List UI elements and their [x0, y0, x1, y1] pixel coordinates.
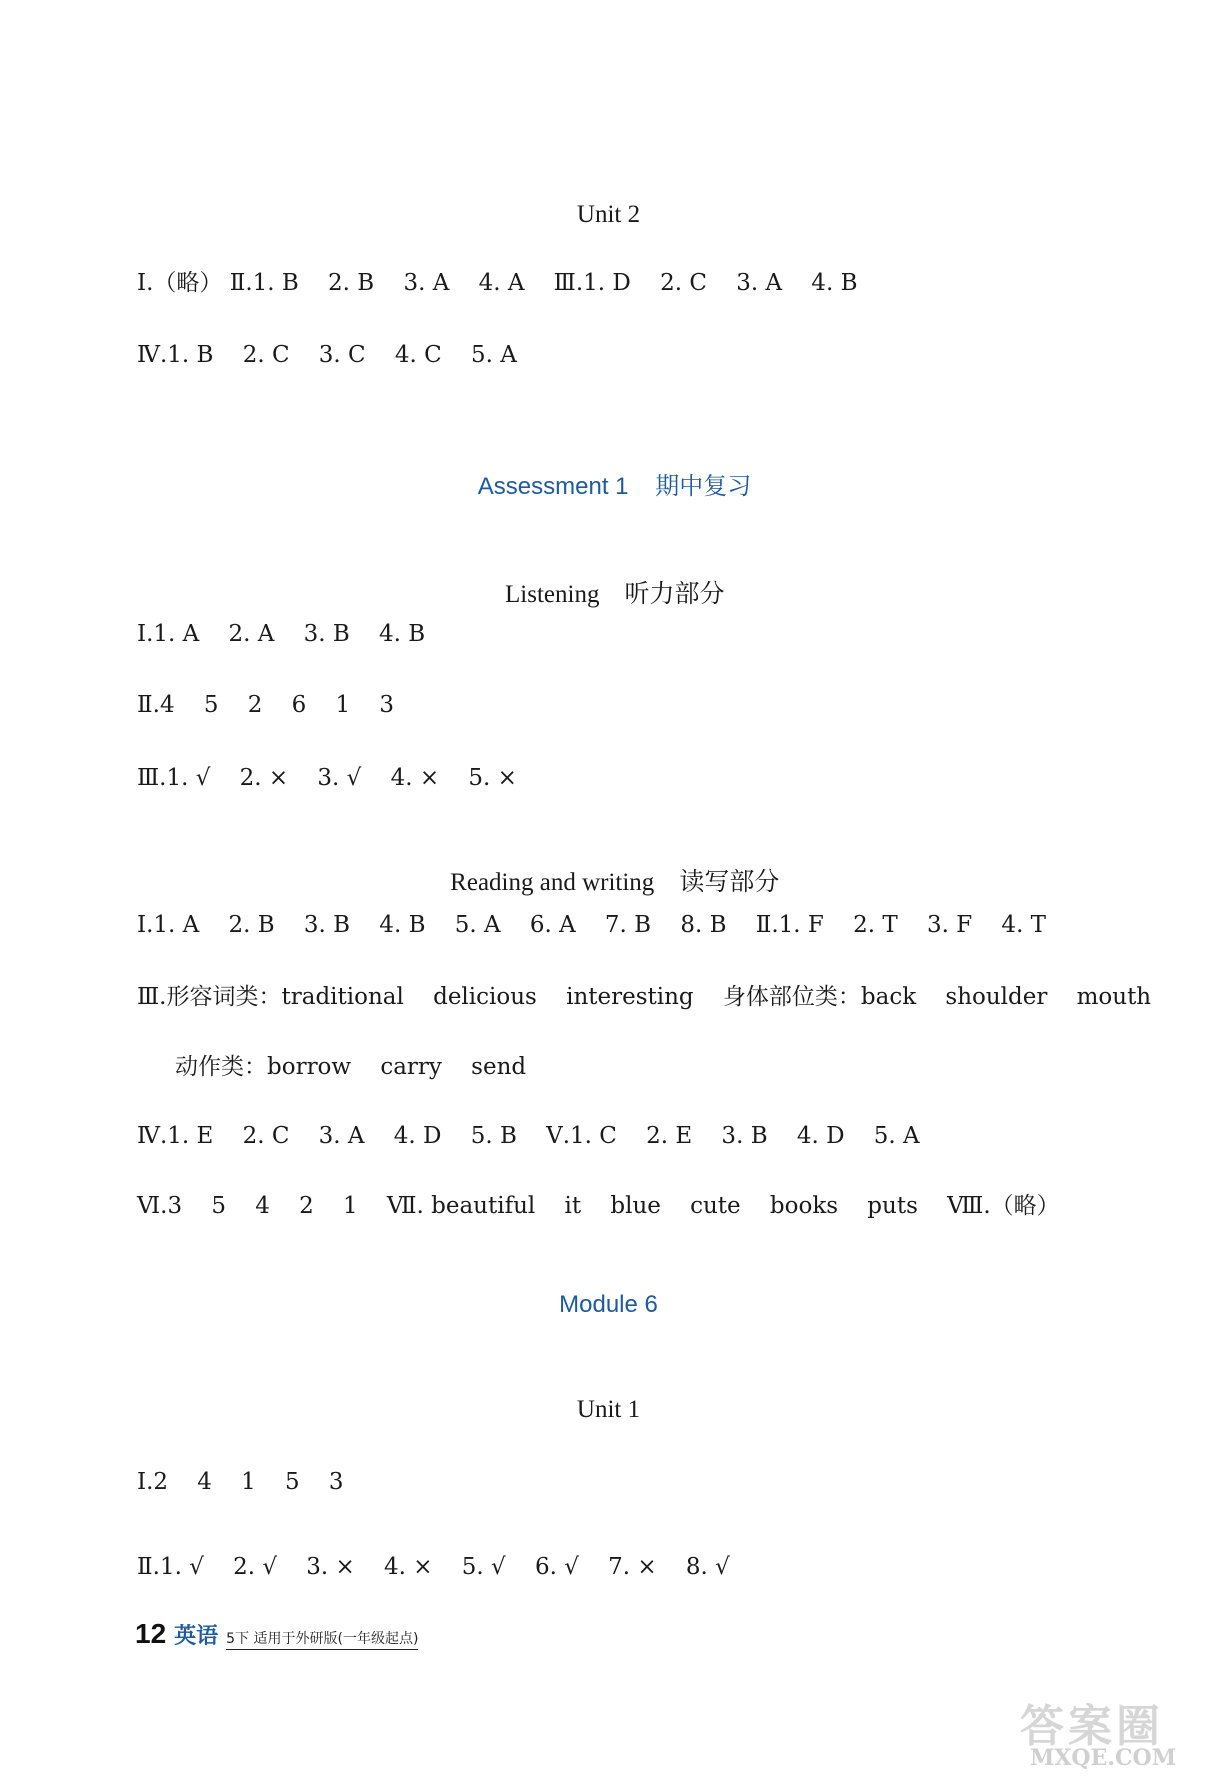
page-number: 12 [135, 1618, 167, 1649]
assessment-title-cn: 期中复习 [655, 472, 752, 500]
unit2-answers-line1: Ⅰ.（略） Ⅱ.1. B 2. B 3. A 4. A Ⅲ.1. D 2. C 3. A 4. B [137, 270, 858, 296]
listening-heading-en: Listening [505, 581, 600, 608]
reading-heading [0, 837, 1217, 898]
reading-line2: Ⅲ.形容词类：traditional delicious interesting 身体部位类：back shoulder mouth [137, 984, 1152, 1010]
edition-label: 5下 适用于外研版(一年级起点) [226, 1628, 418, 1650]
page-footer [135, 1618, 418, 1652]
reading-line3: 动作类：borrow carry send [175, 1054, 527, 1080]
module6-line1: Ⅰ.2 4 1 5 3 [137, 1469, 344, 1495]
reading-line4: Ⅳ.1. E 2. C 3. A 4. D 5. B Ⅴ.1. C 2. E 3. B 4. D 5. A [137, 1123, 920, 1149]
unit2-heading: Unit 2 [576, 201, 641, 228]
module6-heading: Module 6 [559, 1291, 658, 1318]
listening-line2: Ⅱ.4 5 2 6 1 3 [137, 692, 394, 718]
module6-line2: Ⅱ.1. √ 2. √ 3. × 4. × 5. √ 6. √ 7. × 8. √ [137, 1554, 730, 1580]
listening-heading [0, 549, 1217, 610]
reading-heading-en: Reading and writing [450, 869, 655, 896]
listening-heading-cn: 听力部分 [624, 579, 725, 608]
unit2-answers-line2: Ⅳ.1. B 2. C 3. C 4. C 5. A [137, 342, 517, 368]
assessment-title [0, 441, 1217, 502]
listening-line3: Ⅲ.1. √ 2. × 3. √ 4. × 5. × [137, 765, 517, 791]
reading-line5: Ⅵ.3 5 4 2 1 Ⅶ. beautiful it blue cute books puts Ⅷ.（略） [137, 1193, 1060, 1219]
module6-unit-heading: Unit 1 [576, 1396, 641, 1423]
subject-label: 英语 [174, 1624, 219, 1649]
assessment-title-en: Assessment 1 [477, 473, 629, 500]
watermark-logo: 答案圈 [1020, 1701, 1164, 1752]
reading-line1: Ⅰ.1. A 2. B 3. B 4. B 5. A 6. A 7. B 8. B Ⅱ.1. F 2. T 3. F 4. T [137, 912, 1047, 938]
listening-line1: Ⅰ.1. A 2. A 3. B 4. B [137, 621, 426, 647]
watermark-url: MXQE.COM [1030, 1745, 1177, 1771]
reading-heading-cn: 读写部分 [679, 867, 780, 896]
